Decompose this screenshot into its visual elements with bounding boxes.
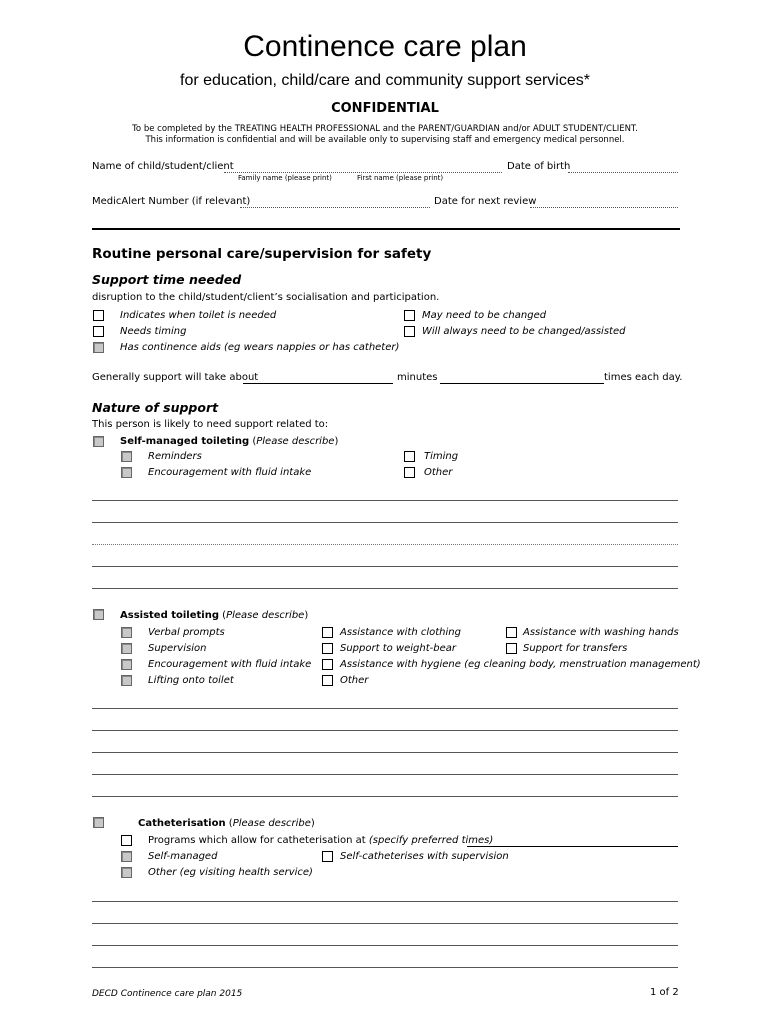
checkbox-reminders[interactable] bbox=[121, 451, 132, 462]
describe-line[interactable] bbox=[92, 923, 678, 924]
checkbox-verbal-prompts[interactable] bbox=[121, 627, 132, 638]
support-time-heading: Support time needed bbox=[92, 272, 242, 287]
checkbox-washing-hands[interactable] bbox=[506, 627, 517, 638]
checkbox-catheterisation[interactable] bbox=[93, 817, 104, 828]
footer-page-number: 1 of 2 bbox=[650, 987, 679, 998]
footer-doc-name: DECD Continence care plan 2015 bbox=[92, 989, 243, 999]
checkbox-may-need-change[interactable] bbox=[404, 310, 415, 321]
medicalert-label: MedicAlert Number (if relevant) bbox=[92, 196, 251, 207]
cath-heading: Catheterisation (Please describe) bbox=[138, 818, 315, 829]
first-name-caption: First name (please print) bbox=[357, 174, 444, 182]
programs-label: Programs which allow for catheterisation at (specify preferred times) bbox=[148, 835, 494, 846]
nature-heading: Nature of support bbox=[92, 400, 219, 415]
checkbox-other-1[interactable] bbox=[404, 467, 415, 478]
self-managed-heading: Self-managed toileting (Please describe) bbox=[120, 436, 339, 447]
checkbox-other-2[interactable] bbox=[322, 675, 333, 686]
generally-label: Generally support will take about bbox=[92, 372, 259, 383]
option-weight-bear: Support to weight-bear bbox=[340, 643, 456, 654]
support-time-intro: disruption to the child/student/client’s socialisation and participation. bbox=[92, 292, 440, 303]
checkbox-fluid-intake-1[interactable] bbox=[121, 467, 132, 478]
option-needs-timing: Needs timing bbox=[120, 326, 187, 337]
option-always-changed: Will always need to be changed/assisted bbox=[422, 326, 626, 337]
describe-line[interactable] bbox=[92, 967, 678, 968]
describe-line[interactable] bbox=[92, 522, 678, 523]
option-hygiene: Assistance with hygiene (eg cleaning body, menstruation management) bbox=[340, 659, 701, 670]
medicalert-field[interactable] bbox=[240, 207, 430, 208]
checkbox-indicates-toilet[interactable] bbox=[93, 310, 104, 321]
times-field[interactable] bbox=[440, 383, 604, 384]
option-continence-aids: Has continence aids (eg wears nappies or has catheter) bbox=[120, 342, 400, 353]
dob-label: Date of birth bbox=[507, 161, 571, 172]
describe-line[interactable] bbox=[92, 730, 678, 731]
checkbox-self-managed[interactable] bbox=[93, 436, 104, 447]
checkbox-assisted[interactable] bbox=[93, 609, 104, 620]
checkbox-always-changed[interactable] bbox=[404, 326, 415, 337]
option-cath-self-managed: Self-managed bbox=[148, 851, 218, 862]
assisted-heading: Assisted toileting (Please describe) bbox=[120, 610, 309, 621]
option-transfers: Support for transfers bbox=[523, 643, 628, 654]
section-divider bbox=[92, 228, 680, 230]
option-verbal-prompts: Verbal prompts bbox=[148, 627, 225, 638]
describe-line[interactable] bbox=[92, 500, 678, 501]
checkbox-programs[interactable] bbox=[121, 835, 132, 846]
minutes-field[interactable] bbox=[243, 383, 393, 384]
family-name-caption: Family name (please print) bbox=[238, 174, 332, 182]
page-subtitle: for education, child/care and community support services* bbox=[180, 72, 590, 89]
page-title: Continence care plan bbox=[243, 30, 527, 63]
option-clothing: Assistance with clothing bbox=[340, 627, 461, 638]
confidential-label: CONFIDENTIAL bbox=[331, 101, 439, 116]
next-review-label: Date for next review bbox=[434, 196, 537, 207]
routine-heading: Routine personal care/supervision for safety bbox=[92, 246, 432, 262]
checkbox-lifting[interactable] bbox=[121, 675, 132, 686]
checkbox-fluid-intake-2[interactable] bbox=[121, 659, 132, 670]
option-timing: Timing bbox=[424, 451, 459, 462]
option-fluid-intake-2: Encouragement with fluid intake bbox=[148, 659, 312, 670]
instruction-line-1: To be completed by the TREATING HEALTH PROFESSIONAL and the PARENT/GUARDIAN and/or ADULT STUDENT/CLIENT. bbox=[132, 124, 638, 134]
checkbox-needs-timing[interactable] bbox=[93, 326, 104, 337]
nature-intro: This person is likely to need support related to: bbox=[92, 419, 329, 430]
describe-line[interactable] bbox=[92, 544, 678, 545]
checkbox-transfers[interactable] bbox=[506, 643, 517, 654]
programs-field[interactable] bbox=[467, 846, 678, 847]
checkbox-supervision[interactable] bbox=[121, 643, 132, 654]
option-self-cath-supervision: Self-catheterises with supervision bbox=[340, 851, 509, 862]
describe-line[interactable] bbox=[92, 774, 678, 775]
describe-line[interactable] bbox=[92, 708, 678, 709]
checkbox-timing[interactable] bbox=[404, 451, 415, 462]
checkbox-self-cath-supervision[interactable] bbox=[322, 851, 333, 862]
name-field[interactable] bbox=[224, 172, 502, 173]
describe-line[interactable] bbox=[92, 901, 678, 902]
checkbox-continence-aids[interactable] bbox=[93, 342, 104, 353]
instruction-line-2: This information is confidential and will be available only to supervising staff and emergency medical personnel. bbox=[145, 135, 625, 145]
option-may-need-change: May need to be changed bbox=[422, 310, 547, 321]
checkbox-weight-bear[interactable] bbox=[322, 643, 333, 654]
describe-line[interactable] bbox=[92, 752, 678, 753]
checkbox-hygiene[interactable] bbox=[322, 659, 333, 670]
dob-field[interactable] bbox=[568, 172, 678, 173]
option-fluid-intake-1: Encouragement with fluid intake bbox=[148, 467, 312, 478]
option-indicates-toilet: Indicates when toilet is needed bbox=[120, 310, 277, 321]
minutes-label: minutes bbox=[397, 372, 438, 383]
next-review-field[interactable] bbox=[530, 207, 678, 208]
times-label: times each day. bbox=[604, 372, 683, 383]
option-reminders: Reminders bbox=[148, 451, 202, 462]
describe-line[interactable] bbox=[92, 588, 678, 589]
checkbox-clothing[interactable] bbox=[322, 627, 333, 638]
checkbox-cath-other[interactable] bbox=[121, 867, 132, 878]
checkbox-cath-self-managed[interactable] bbox=[121, 851, 132, 862]
option-supervision: Supervision bbox=[148, 643, 207, 654]
option-washing-hands: Assistance with washing hands bbox=[523, 627, 679, 638]
describe-line[interactable] bbox=[92, 796, 678, 797]
option-cath-other: Other (eg visiting health service) bbox=[148, 867, 313, 878]
option-lifting: Lifting onto toilet bbox=[148, 675, 234, 686]
option-other-2: Other bbox=[340, 675, 369, 686]
option-other-1: Other bbox=[424, 467, 453, 478]
describe-line[interactable] bbox=[92, 566, 678, 567]
name-label: Name of child/student/client bbox=[92, 161, 234, 172]
describe-line[interactable] bbox=[92, 945, 678, 946]
